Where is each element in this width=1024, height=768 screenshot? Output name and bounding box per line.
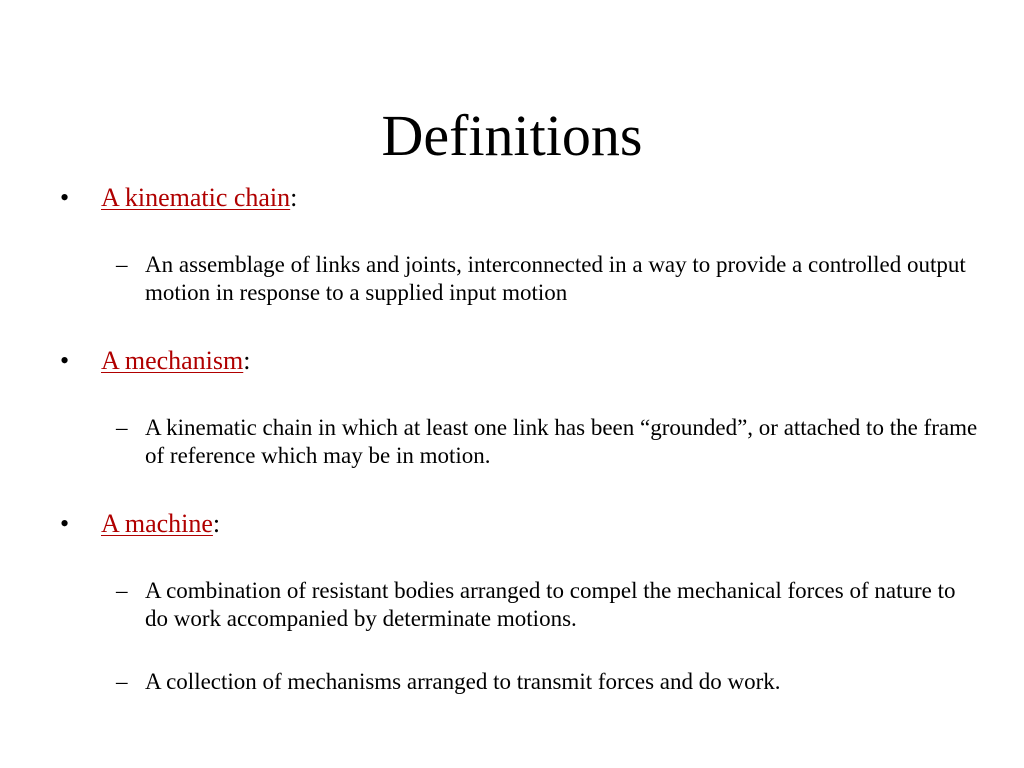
bullet-dot: • bbox=[60, 509, 70, 538]
slide-title: Definitions bbox=[381, 102, 643, 168]
definitions-list bbox=[60, 181, 980, 696]
dash-marker: – bbox=[116, 578, 128, 603]
bullet-mechanism bbox=[60, 344, 980, 378]
definition-mechanism bbox=[60, 414, 980, 470]
term-colon: : bbox=[243, 346, 251, 375]
term-kinematic-chain: A kinematic chain bbox=[101, 183, 291, 212]
definition-text: A kinematic chain in which at least one link has been “grounded”, or attached to the frame of reference which may be in motion. bbox=[145, 415, 978, 468]
definition-machine-1 bbox=[60, 577, 980, 633]
definition-kinematic-chain bbox=[60, 251, 980, 307]
bullet-machine bbox=[60, 507, 980, 541]
definition-text: An assemblage of links and joints, interconnected in a way to provide a controlled output motion in response to a supplied input motion bbox=[145, 252, 966, 305]
dash-marker: – bbox=[116, 415, 128, 440]
definition-machine-2 bbox=[60, 668, 980, 696]
definition-text: A collection of mechanisms arranged to transmit forces and do work. bbox=[145, 669, 781, 694]
bullet-dot: • bbox=[60, 183, 70, 212]
term-mechanism: A mechanism bbox=[101, 346, 244, 375]
definition-text: A combination of resistant bodies arranged to compel the mechanical forces of nature to do work accompanied by determinate motions. bbox=[145, 578, 956, 631]
bullet-kinematic-chain bbox=[60, 181, 980, 215]
dash-marker: – bbox=[116, 669, 128, 694]
term-colon: : bbox=[212, 509, 221, 538]
term-machine: A machine bbox=[101, 509, 213, 538]
dash-marker: – bbox=[116, 252, 128, 277]
bullet-dot: • bbox=[60, 346, 70, 375]
term-colon: : bbox=[290, 183, 298, 212]
